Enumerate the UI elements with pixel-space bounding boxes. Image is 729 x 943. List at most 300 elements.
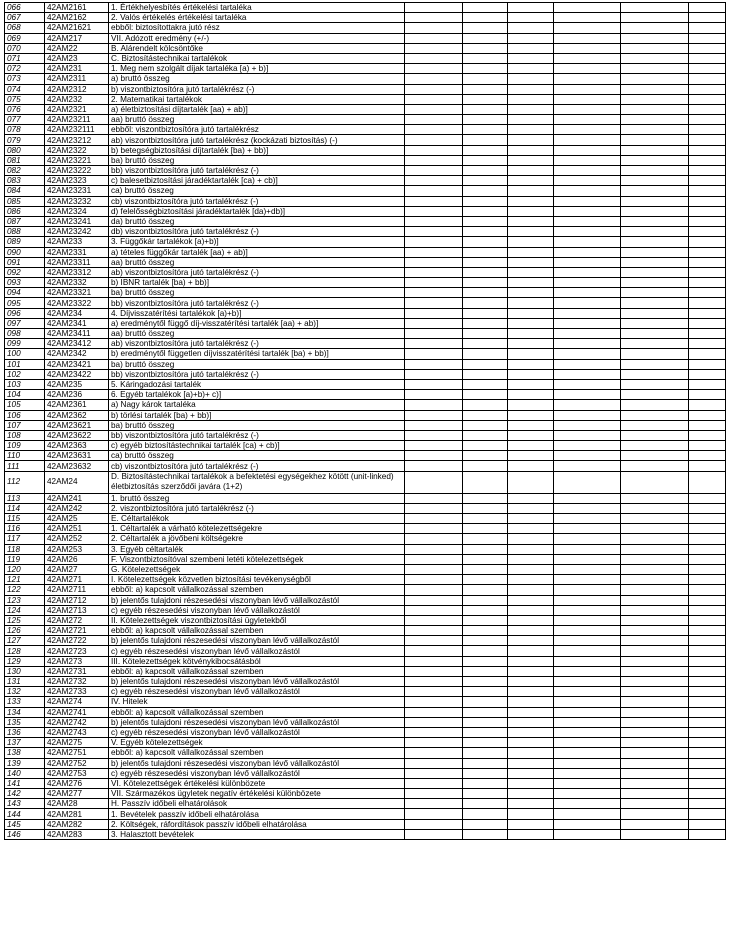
row-number-cell: 100 xyxy=(5,349,45,359)
value-cell-5 xyxy=(621,615,689,625)
row-description-cell: ca) bruttó összeg xyxy=(109,186,405,196)
row-description-cell: b) jelentős tulajdoni részesedési viszonyban lévő vállalkozástól xyxy=(109,677,405,687)
row-code-cell: 42AM2751 xyxy=(45,748,109,758)
table-row xyxy=(5,247,726,257)
value-cell-3 xyxy=(508,369,554,379)
row-description-cell: 3. Halasztott bevételek xyxy=(109,829,405,839)
value-cell-4 xyxy=(554,554,621,564)
value-cell-1 xyxy=(405,503,463,513)
row-code-cell: 42AM2341 xyxy=(45,318,109,328)
value-cell-5 xyxy=(621,727,689,737)
table-row xyxy=(5,94,726,104)
row-code-cell: 42AM252 xyxy=(45,534,109,544)
value-cell-1 xyxy=(405,656,463,666)
value-cell-5 xyxy=(621,155,689,165)
row-code-cell: 42AM2712 xyxy=(45,595,109,605)
value-cell-1 xyxy=(405,125,463,135)
row-number-cell: 129 xyxy=(5,656,45,666)
value-cell-1 xyxy=(405,420,463,430)
value-cell-2 xyxy=(463,677,508,687)
value-cell-5 xyxy=(621,23,689,33)
row-number-cell: 089 xyxy=(5,237,45,247)
row-description-cell: 1. Meg nem szolgált díjak tartaléka [a) + b)] xyxy=(109,64,405,74)
value-cell-4 xyxy=(554,461,621,471)
row-code-cell: 42AM23421 xyxy=(45,359,109,369)
value-cell-5 xyxy=(621,819,689,829)
row-description-cell: aa) bruttó összeg xyxy=(109,115,405,125)
value-cell-5 xyxy=(621,503,689,513)
value-cell-3 xyxy=(508,554,554,564)
table-row xyxy=(5,585,726,595)
table-row xyxy=(5,809,726,819)
value-cell-4 xyxy=(554,646,621,656)
value-cell-4 xyxy=(554,677,621,687)
value-cell-1 xyxy=(405,298,463,308)
value-cell-4 xyxy=(554,717,621,727)
table-row xyxy=(5,564,726,574)
value-cell-2 xyxy=(463,104,508,114)
table-row xyxy=(5,267,726,277)
value-cell-6 xyxy=(689,196,726,206)
value-cell-1 xyxy=(405,564,463,574)
value-cell-4 xyxy=(554,339,621,349)
value-cell-3 xyxy=(508,534,554,544)
row-number-cell: 110 xyxy=(5,451,45,461)
table-row xyxy=(5,626,726,636)
value-cell-6 xyxy=(689,585,726,595)
row-number-cell: 126 xyxy=(5,626,45,636)
value-cell-6 xyxy=(689,768,726,778)
table-row xyxy=(5,33,726,43)
value-cell-1 xyxy=(405,379,463,389)
value-cell-4 xyxy=(554,43,621,53)
value-cell-1 xyxy=(405,554,463,564)
value-cell-6 xyxy=(689,441,726,451)
value-cell-2 xyxy=(463,656,508,666)
row-code-cell: 42AM2713 xyxy=(45,605,109,615)
value-cell-3 xyxy=(508,748,554,758)
row-code-cell: 42AM271 xyxy=(45,575,109,585)
value-cell-6 xyxy=(689,400,726,410)
value-cell-5 xyxy=(621,308,689,318)
row-description-cell: da) bruttó összeg xyxy=(109,216,405,226)
value-cell-2 xyxy=(463,308,508,318)
value-cell-6 xyxy=(689,524,726,534)
value-cell-2 xyxy=(463,369,508,379)
value-cell-1 xyxy=(405,646,463,656)
row-code-cell: 42AM2342 xyxy=(45,349,109,359)
row-code-cell: 42AM28 xyxy=(45,799,109,809)
table-row xyxy=(5,636,726,646)
value-cell-6 xyxy=(689,125,726,135)
row-code-cell: 42AM2323 xyxy=(45,176,109,186)
table-row xyxy=(5,687,726,697)
value-cell-4 xyxy=(554,778,621,788)
value-cell-2 xyxy=(463,585,508,595)
row-code-cell: 42AM272 xyxy=(45,615,109,625)
value-cell-6 xyxy=(689,176,726,186)
value-cell-3 xyxy=(508,727,554,737)
row-code-cell: 42AM2362 xyxy=(45,410,109,420)
row-code-cell: 42AM241 xyxy=(45,493,109,503)
row-code-cell: 42AM2311 xyxy=(45,74,109,84)
value-cell-6 xyxy=(689,646,726,656)
value-cell-5 xyxy=(621,247,689,257)
document-page xyxy=(4,2,726,840)
row-code-cell: 42AM2753 xyxy=(45,768,109,778)
value-cell-5 xyxy=(621,227,689,237)
table-row xyxy=(5,666,726,676)
value-cell-6 xyxy=(689,727,726,737)
table-row xyxy=(5,125,726,135)
value-cell-4 xyxy=(554,687,621,697)
value-cell-1 xyxy=(405,43,463,53)
value-cell-6 xyxy=(689,267,726,277)
row-description-cell: 2. Költségek, ráfordítások passzív időbeli elhatárolása xyxy=(109,819,405,829)
table-row xyxy=(5,155,726,165)
row-description-cell: 2. Céltartalék a jövőbeni költségekre xyxy=(109,534,405,544)
row-number-cell: 091 xyxy=(5,257,45,267)
value-cell-3 xyxy=(508,84,554,94)
value-cell-3 xyxy=(508,237,554,247)
row-code-cell: 42AM276 xyxy=(45,778,109,788)
value-cell-4 xyxy=(554,227,621,237)
value-cell-3 xyxy=(508,339,554,349)
value-cell-1 xyxy=(405,359,463,369)
row-description-cell: III. Kötelezettségek kötvénykibocsátásból xyxy=(109,656,405,666)
value-cell-2 xyxy=(463,257,508,267)
value-cell-2 xyxy=(463,64,508,74)
value-cell-1 xyxy=(405,318,463,328)
value-cell-4 xyxy=(554,186,621,196)
row-number-cell: 139 xyxy=(5,758,45,768)
value-cell-5 xyxy=(621,267,689,277)
row-description-cell: d) felelősségbiztosítási járadéktartalék [da)+db)] xyxy=(109,206,405,216)
row-description-cell: D. Biztosítástechnikai tartalékok a befektetési egységekhez kötött (unit-linked) életbiztosítás szerződői javára (1+2) xyxy=(109,471,405,493)
value-cell-6 xyxy=(689,135,726,145)
row-number-cell: 114 xyxy=(5,503,45,513)
table-row xyxy=(5,758,726,768)
row-description-cell: bb) viszontbiztosítóra jutó tartalékrész (-) xyxy=(109,369,405,379)
value-cell-3 xyxy=(508,564,554,574)
value-cell-6 xyxy=(689,43,726,53)
value-cell-3 xyxy=(508,778,554,788)
value-cell-6 xyxy=(689,707,726,717)
value-cell-2 xyxy=(463,349,508,359)
value-cell-5 xyxy=(621,359,689,369)
value-cell-4 xyxy=(554,544,621,554)
value-cell-4 xyxy=(554,493,621,503)
value-cell-5 xyxy=(621,339,689,349)
table-row xyxy=(5,778,726,788)
table-row xyxy=(5,115,726,125)
value-cell-5 xyxy=(621,318,689,328)
table-row xyxy=(5,605,726,615)
value-cell-3 xyxy=(508,135,554,145)
row-description-cell: aa) bruttó összeg xyxy=(109,329,405,339)
value-cell-5 xyxy=(621,115,689,125)
row-description-cell: b) jelentős tulajdoni részesedési viszonyban lévő vállalkozástól xyxy=(109,717,405,727)
table-row xyxy=(5,390,726,400)
value-cell-6 xyxy=(689,390,726,400)
value-cell-4 xyxy=(554,94,621,104)
value-cell-3 xyxy=(508,125,554,135)
value-cell-4 xyxy=(554,115,621,125)
row-number-cell: 133 xyxy=(5,697,45,707)
table-row xyxy=(5,3,726,13)
row-number-cell: 105 xyxy=(5,400,45,410)
row-number-cell: 103 xyxy=(5,379,45,389)
value-cell-6 xyxy=(689,430,726,440)
row-number-cell: 123 xyxy=(5,595,45,605)
table-row xyxy=(5,135,726,145)
value-cell-1 xyxy=(405,626,463,636)
value-cell-6 xyxy=(689,186,726,196)
value-cell-3 xyxy=(508,819,554,829)
value-cell-1 xyxy=(405,677,463,687)
value-cell-5 xyxy=(621,84,689,94)
value-cell-5 xyxy=(621,420,689,430)
row-code-cell: 42AM23221 xyxy=(45,155,109,165)
value-cell-4 xyxy=(554,534,621,544)
value-cell-3 xyxy=(508,514,554,524)
value-cell-2 xyxy=(463,493,508,503)
value-cell-1 xyxy=(405,308,463,318)
row-number-cell: 078 xyxy=(5,125,45,135)
value-cell-1 xyxy=(405,257,463,267)
value-cell-5 xyxy=(621,646,689,656)
value-cell-5 xyxy=(621,43,689,53)
value-cell-4 xyxy=(554,799,621,809)
value-cell-3 xyxy=(508,379,554,389)
row-code-cell: 42AM23242 xyxy=(45,227,109,237)
value-cell-3 xyxy=(508,605,554,615)
table-row xyxy=(5,257,726,267)
row-number-cell: 079 xyxy=(5,135,45,145)
value-cell-1 xyxy=(405,605,463,615)
value-cell-1 xyxy=(405,819,463,829)
value-cell-5 xyxy=(621,789,689,799)
value-cell-2 xyxy=(463,115,508,125)
value-cell-2 xyxy=(463,359,508,369)
row-description-cell: a) életbiztosítási díjtartalék [aa) + ab)] xyxy=(109,104,405,114)
row-number-cell: 142 xyxy=(5,789,45,799)
value-cell-4 xyxy=(554,727,621,737)
value-cell-5 xyxy=(621,441,689,451)
value-cell-5 xyxy=(621,257,689,267)
value-cell-2 xyxy=(463,84,508,94)
value-cell-2 xyxy=(463,564,508,574)
row-number-cell: 127 xyxy=(5,636,45,646)
value-cell-2 xyxy=(463,697,508,707)
value-cell-2 xyxy=(463,514,508,524)
value-cell-1 xyxy=(405,809,463,819)
row-description-cell: ba) bruttó összeg xyxy=(109,288,405,298)
value-cell-3 xyxy=(508,349,554,359)
value-cell-3 xyxy=(508,471,554,493)
value-cell-6 xyxy=(689,687,726,697)
value-cell-4 xyxy=(554,166,621,176)
value-cell-2 xyxy=(463,227,508,237)
row-code-cell: 42AM232111 xyxy=(45,125,109,135)
row-code-cell: 42AM2361 xyxy=(45,400,109,410)
value-cell-4 xyxy=(554,33,621,43)
value-cell-6 xyxy=(689,554,726,564)
row-code-cell: 42AM23412 xyxy=(45,339,109,349)
value-cell-5 xyxy=(621,278,689,288)
value-cell-1 xyxy=(405,768,463,778)
value-cell-3 xyxy=(508,247,554,257)
value-cell-6 xyxy=(689,829,726,839)
value-cell-6 xyxy=(689,544,726,554)
value-cell-2 xyxy=(463,186,508,196)
value-cell-1 xyxy=(405,166,463,176)
row-description-cell: db) viszontbiztosítóra jutó tartalékrész (-) xyxy=(109,227,405,237)
value-cell-5 xyxy=(621,717,689,727)
row-number-cell: 136 xyxy=(5,727,45,737)
row-number-cell: 070 xyxy=(5,43,45,53)
value-cell-2 xyxy=(463,33,508,43)
value-cell-3 xyxy=(508,278,554,288)
value-cell-1 xyxy=(405,524,463,534)
value-cell-5 xyxy=(621,595,689,605)
value-cell-6 xyxy=(689,451,726,461)
value-cell-6 xyxy=(689,206,726,216)
value-cell-4 xyxy=(554,758,621,768)
value-cell-1 xyxy=(405,369,463,379)
table-row xyxy=(5,441,726,451)
row-description-cell: 1. bruttó összeg xyxy=(109,493,405,503)
row-number-cell: 131 xyxy=(5,677,45,687)
row-code-cell: 42AM2742 xyxy=(45,717,109,727)
row-code-cell: 42AM2732 xyxy=(45,677,109,687)
value-cell-1 xyxy=(405,514,463,524)
row-number-cell: 071 xyxy=(5,53,45,63)
table-row xyxy=(5,595,726,605)
value-cell-1 xyxy=(405,74,463,84)
table-row xyxy=(5,656,726,666)
row-description-cell: bb) viszontbiztosítóra jutó tartalékrész (-) xyxy=(109,298,405,308)
value-cell-5 xyxy=(621,534,689,544)
value-cell-3 xyxy=(508,196,554,206)
value-cell-4 xyxy=(554,636,621,646)
row-code-cell: 42AM234 xyxy=(45,308,109,318)
value-cell-2 xyxy=(463,145,508,155)
value-cell-6 xyxy=(689,329,726,339)
value-cell-6 xyxy=(689,595,726,605)
row-number-cell: 120 xyxy=(5,564,45,574)
value-cell-3 xyxy=(508,585,554,595)
value-cell-3 xyxy=(508,524,554,534)
value-cell-2 xyxy=(463,758,508,768)
value-cell-3 xyxy=(508,656,554,666)
value-cell-6 xyxy=(689,64,726,74)
row-number-cell: 128 xyxy=(5,646,45,656)
value-cell-6 xyxy=(689,318,726,328)
table-row xyxy=(5,707,726,717)
value-cell-5 xyxy=(621,349,689,359)
value-cell-2 xyxy=(463,636,508,646)
value-cell-5 xyxy=(621,514,689,524)
value-cell-5 xyxy=(621,298,689,308)
value-cell-3 xyxy=(508,53,554,63)
value-cell-1 xyxy=(405,738,463,748)
row-description-cell: b) jelentős tulajdoni részesedési viszonyban lévő vállalkozástól xyxy=(109,636,405,646)
value-cell-2 xyxy=(463,3,508,13)
row-number-cell: 084 xyxy=(5,186,45,196)
table-row xyxy=(5,237,726,247)
value-cell-6 xyxy=(689,359,726,369)
row-number-cell: 130 xyxy=(5,666,45,676)
value-cell-5 xyxy=(621,666,689,676)
row-code-cell: 42AM23312 xyxy=(45,267,109,277)
row-code-cell: 42AM23212 xyxy=(45,135,109,145)
row-number-cell: 109 xyxy=(5,441,45,451)
value-cell-2 xyxy=(463,288,508,298)
row-code-cell: 42AM275 xyxy=(45,738,109,748)
value-cell-2 xyxy=(463,125,508,135)
value-cell-3 xyxy=(508,74,554,84)
row-description-cell: cb) viszontbiztosítóra jutó tartalékrész (-) xyxy=(109,461,405,471)
row-number-cell: 092 xyxy=(5,267,45,277)
value-cell-5 xyxy=(621,53,689,63)
value-cell-3 xyxy=(508,738,554,748)
row-description-cell: 5. Káringadozási tartalék xyxy=(109,379,405,389)
row-number-cell: 086 xyxy=(5,206,45,216)
value-cell-5 xyxy=(621,493,689,503)
value-cell-3 xyxy=(508,298,554,308)
value-cell-2 xyxy=(463,410,508,420)
row-code-cell: 42AM2312 xyxy=(45,84,109,94)
row-code-cell: 42AM23311 xyxy=(45,257,109,267)
value-cell-2 xyxy=(463,237,508,247)
value-cell-1 xyxy=(405,758,463,768)
table-row xyxy=(5,84,726,94)
row-code-cell: 42AM235 xyxy=(45,379,109,389)
value-cell-1 xyxy=(405,748,463,758)
row-code-cell: 42AM23631 xyxy=(45,451,109,461)
value-cell-4 xyxy=(554,216,621,226)
value-cell-2 xyxy=(463,216,508,226)
value-cell-4 xyxy=(554,390,621,400)
row-description-cell: 2. viszontbiztosítóra jutó tartalékrész (-) xyxy=(109,503,405,513)
row-code-cell: 42AM2752 xyxy=(45,758,109,768)
value-cell-4 xyxy=(554,196,621,206)
value-cell-3 xyxy=(508,227,554,237)
table-row xyxy=(5,677,726,687)
value-cell-4 xyxy=(554,575,621,585)
row-code-cell: 42AM23232 xyxy=(45,196,109,206)
row-number-cell: 113 xyxy=(5,493,45,503)
value-cell-6 xyxy=(689,534,726,544)
value-cell-5 xyxy=(621,237,689,247)
value-cell-4 xyxy=(554,524,621,534)
row-code-cell: 42AM283 xyxy=(45,829,109,839)
row-description-cell: V. Egyéb kötelezettségek xyxy=(109,738,405,748)
row-code-cell: 42AM2324 xyxy=(45,206,109,216)
row-code-cell: 42AM23241 xyxy=(45,216,109,226)
value-cell-1 xyxy=(405,104,463,114)
row-number-cell: 097 xyxy=(5,318,45,328)
value-cell-4 xyxy=(554,626,621,636)
row-code-cell: 42AM23321 xyxy=(45,288,109,298)
value-cell-6 xyxy=(689,789,726,799)
value-cell-6 xyxy=(689,13,726,23)
value-cell-4 xyxy=(554,206,621,216)
value-cell-3 xyxy=(508,451,554,461)
table-row xyxy=(5,697,726,707)
value-cell-6 xyxy=(689,227,726,237)
